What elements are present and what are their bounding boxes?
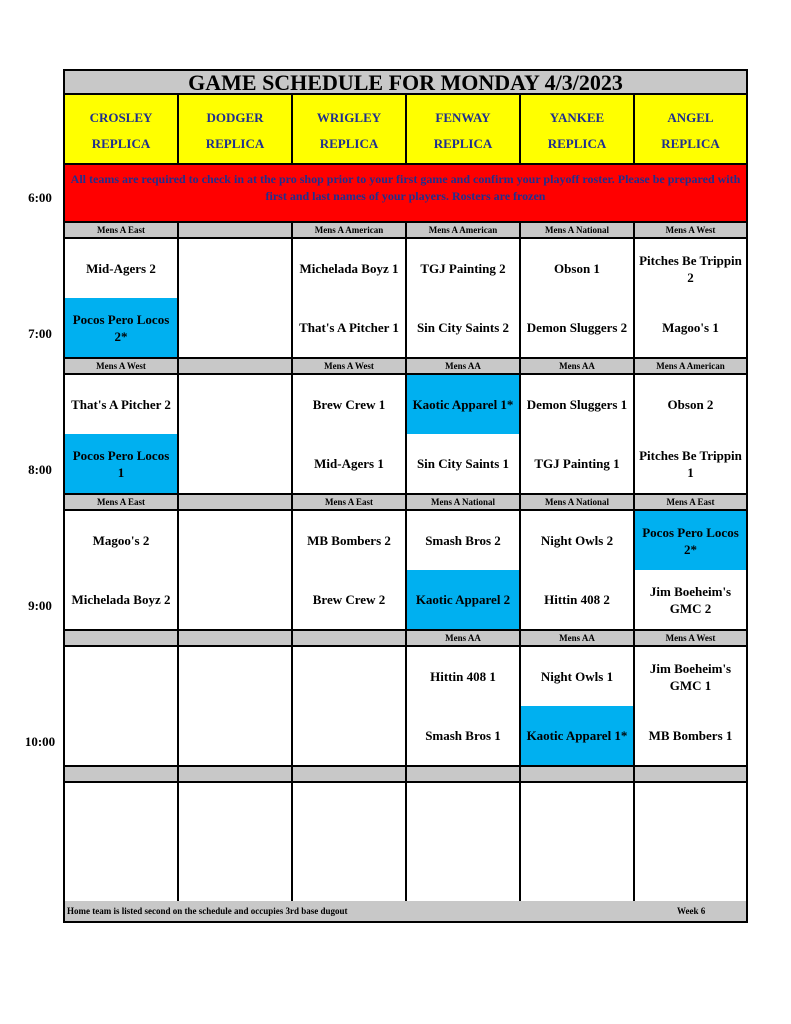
away-team-cell: Night Owls 2 [540,533,614,548]
division-label [179,767,293,781]
field-column [65,375,179,493]
field-name: YANKEE [549,110,605,125]
division-label [293,767,407,781]
home-team-cell: Smash Bros 1 [425,728,501,743]
division-row [65,223,746,239]
field-column [407,647,521,765]
division-label: Mens A West [65,359,179,373]
division-label [407,767,521,781]
home-team-cell [179,842,291,901]
field-header-crosley [65,95,179,163]
field-sub: REPLICA [91,136,151,151]
division-label [179,631,293,645]
field-column [65,239,179,357]
field-name: FENWAY [435,110,491,125]
field-column [65,783,179,901]
home-team-cell [179,570,291,629]
division-label [179,223,293,237]
division-label: Mens A East [293,495,407,509]
field-column [293,239,407,357]
field-header-row [65,95,746,165]
field-sub: REPLICA [319,136,379,151]
field-column [293,375,407,493]
field-column [293,783,407,901]
away-team-cell: Hittin 408 1 [430,669,496,684]
division-label: Mens AA [521,359,635,373]
field-column [179,375,293,493]
division-label: Mens A National [521,495,635,509]
away-team-cell [407,783,519,842]
home-team-cell [293,842,405,901]
footer [65,901,746,921]
schedule-title: GAME SCHEDULE FOR MONDAY 4/3/2023 [65,71,746,95]
home-team-cell [179,706,291,765]
division-label [65,631,179,645]
away-team-cell: Smash Bros 2 [425,533,501,548]
home-team-cell: Sin City Saints 1 [416,456,510,471]
field-column [407,511,521,629]
division-label: Mens A East [65,223,179,237]
field-sub: REPLICA [205,136,265,151]
away-team-cell: Mid-Agers 2 [86,261,156,276]
away-team-cell [65,647,177,706]
division-label [65,767,179,781]
field-column [521,375,635,493]
division-label: Mens AA [407,359,521,373]
away-team-cell [179,239,291,298]
field-header-wrigley [293,95,407,163]
division-label: Mens A National [407,495,521,509]
home-team-cell: TGJ Painting 1 [534,456,620,471]
field-sub: REPLICA [547,136,607,151]
division-label [521,767,635,781]
division-label: Mens A West [293,359,407,373]
away-team-cell: Magoo's 2 [92,533,150,548]
division-row [65,495,746,511]
field-column [407,375,521,493]
field-header-angel [635,95,746,163]
home-team-cell: Pocos Pero Locos 1 [65,434,177,493]
away-team-cell: Night Owls 1 [540,669,614,684]
field-column [179,239,293,357]
field-name: CROSLEY [89,110,153,125]
field-column [179,647,293,765]
field-column [521,511,635,629]
time-block [65,647,746,767]
time-label: 6:00 [28,190,52,205]
away-team-cell [65,783,177,842]
field-column [179,783,293,901]
field-column [293,511,407,629]
field-name: WRIGLEY [316,110,382,125]
field-column [635,647,746,765]
division-label: Mens A American [656,361,725,371]
home-team-cell: Hittin 408 2 [544,592,610,607]
division-label: Mens A East [666,497,715,507]
division-label: Mens AA [521,631,635,645]
division-label: Mens A East [65,495,179,509]
field-column [635,375,746,493]
home-team-cell [521,842,633,901]
time-block [65,783,746,903]
division-label [179,495,293,509]
field-header-yankee [521,95,635,163]
home-team-cell: That's A Pitcher 1 [299,320,399,335]
field-column [179,511,293,629]
field-column [407,783,521,901]
division-label: Mens A American [293,223,407,237]
division-row [65,359,746,375]
division-row [65,767,746,783]
home-team-cell: Magoo's 1 [662,320,719,335]
away-team-cell: Obson 2 [667,397,714,412]
division-label [293,631,407,645]
time-label: 9:00 [28,598,52,613]
field-column [293,647,407,765]
notice-banner: All teams are required to check in at the pro shop prior to your first game and confirm your playoff roster. Please be prepared with first and last names of your players. Rosters are frozen [65,165,746,223]
home-team-cell [179,298,291,357]
home-team-cell [293,706,405,765]
division-label: Mens A American [407,223,521,237]
field-name: ANGEL [667,110,714,125]
home-team-cell [635,842,746,901]
away-team-cell: Pitches Be Trippin 2 [639,252,742,285]
home-team-cell: Kaotic Apparel 1* [521,706,633,765]
home-team-cell: Michelada Boyz 2 [71,592,171,607]
home-team-cell [65,706,177,765]
division-label [179,359,293,373]
away-team-cell: Pocos Pero Locos 2* [635,511,746,570]
away-team-cell: That's A Pitcher 2 [71,397,171,412]
field-column [635,511,746,629]
week-label: Week 6 [677,906,706,916]
away-team-cell [179,783,291,842]
home-team-cell: Mid-Agers 1 [314,456,384,471]
time-block [65,375,746,495]
away-team-cell: Kaotic Apparel 1* [407,375,519,434]
away-team-cell: TGJ Painting 2 [420,261,506,276]
division-label: Mens A National [521,223,635,237]
away-team-cell: Demon Sluggers 1 [526,397,628,412]
away-team-cell: Michelada Boyz 1 [299,261,399,276]
time-label: 10:00 [24,734,56,749]
away-team-cell: MB Bombers 2 [307,533,391,548]
home-team-cell: Kaotic Apparel 2 [407,570,519,629]
time-block [65,511,746,631]
home-team-cell: Demon Sluggers 2 [526,320,628,335]
away-team-cell [179,647,291,706]
division-label [635,767,746,781]
home-team-cell: Pitches Be Trippin 1 [639,447,742,480]
division-label: Mens A West [665,225,716,235]
home-team-cell: Pocos Pero Locos 2* [65,298,177,357]
away-team-cell: Obson 1 [554,261,600,276]
home-team-cell: Sin City Saints 2 [416,320,510,335]
field-header-fenway [407,95,521,163]
field-column [521,239,635,357]
field-sub: REPLICA [433,136,493,151]
away-team-cell: Brew Crew 1 [312,397,386,412]
away-team-cell [179,511,291,570]
home-team-cell: MB Bombers 1 [648,728,733,743]
away-team-cell [179,375,291,434]
away-team-cell [635,783,746,842]
home-team-cell: Brew Crew 2 [312,592,386,607]
home-team-cell [407,842,519,901]
division-row [65,631,746,647]
division-label: Mens AA [407,631,521,645]
home-team-cell [179,434,291,493]
field-column [635,783,746,901]
field-sub: REPLICA [661,136,720,151]
schedule-sheet [63,69,748,923]
away-team-cell [521,783,633,842]
away-team-cell [293,647,405,706]
field-column [635,239,746,357]
field-column [407,239,521,357]
field-name: DODGER [206,110,264,125]
field-column [521,783,635,901]
division-label: Mens A West [665,633,716,643]
time-label: 7:00 [28,326,52,341]
field-column [521,647,635,765]
field-header-dodger [179,95,293,163]
time-block [65,239,746,359]
time-label: 8:00 [28,462,52,477]
home-team-note: Home team is listed second on the schedule and occupies 3rd base dugout [67,906,348,916]
away-team-cell [293,783,405,842]
field-column [65,647,179,765]
home-team-cell [65,842,177,901]
home-team-cell: Jim Boeheim's GMC 2 [649,583,732,616]
field-column [65,511,179,629]
away-team-cell: Jim Boeheim's GMC 1 [649,660,732,693]
